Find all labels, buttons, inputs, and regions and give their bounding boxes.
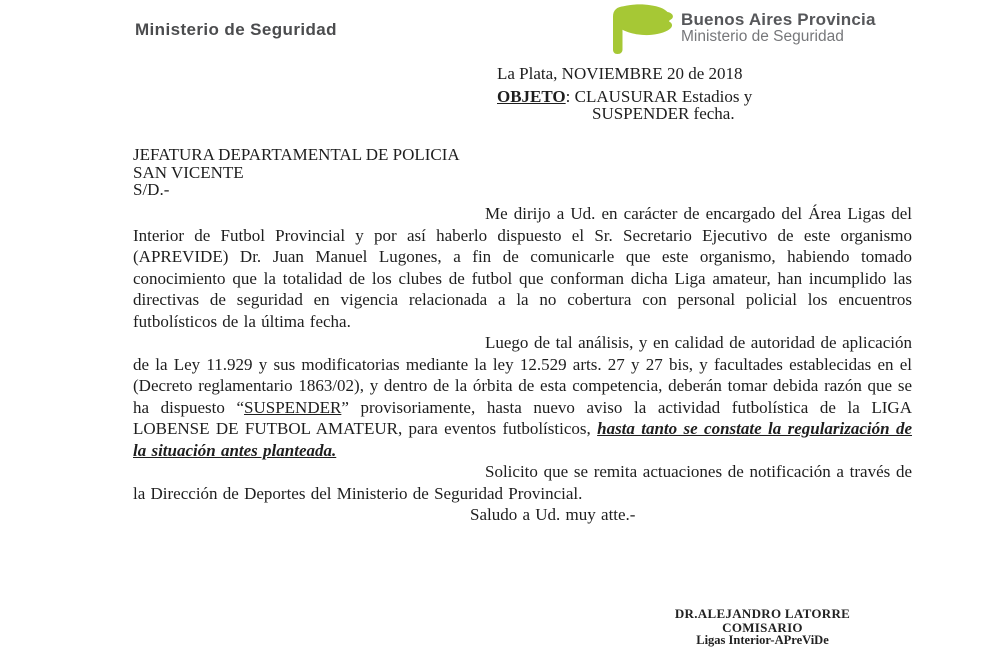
paragraph-2 <box>133 332 912 461</box>
letter-body <box>133 203 912 526</box>
subject-text: : CLAUSURAR Estadios y <box>565 87 753 106</box>
recipient-line-1: JEFATURA DEPARTAMENTAL DE POLICIA <box>133 145 460 164</box>
recipient-line-2: SAN VICENTE <box>133 162 244 182</box>
suspender-underlined: SUSPENDER <box>244 397 342 417</box>
province-flag-icon <box>607 3 677 54</box>
paragraph-3: Solicito que se remita actuaciones de notificación a través de la Dirección de Deportes del Ministerio de Seguridad Provincial. <box>133 462 912 503</box>
dateline: La Plata, NOVIEMBRE 20 de 2018 <box>497 64 743 83</box>
signature-title: COMISARIO <box>722 619 803 635</box>
recipient-line-3: S/D.- <box>133 180 170 199</box>
buenos-aires-provincia-logo <box>607 3 907 55</box>
paragraph-2-emphasis: hasta tanto se constate la regularización de la situación antes planteada. <box>133 419 912 460</box>
logo-text-block <box>681 11 876 45</box>
paragraph-2-text-cont: ” provisoriamente, hasta nuevo aviso la actividad futbolística de la LIGA LOBENSE DE FUTBOL AMATEUR, para eventos futbolísticos, <box>133 397 912 438</box>
paragraph-2-text: Luego de tal análisis, y en calidad de autoridad de aplicación de la Ley 11.929 y sus modificatorias mediante la ley 12.529 arts. 27 y 27 bis, y facultades establecidas en el (Decreto reglamentario 1863/02), y dentro de la órbita de esta competencia, deberán tomar debida razón que se ha dispuesto “ <box>133 333 912 417</box>
subject-line-2: SUSPENDER fecha. <box>592 104 735 123</box>
logo-subtitle-line: Ministerio de Seguridad <box>681 28 844 45</box>
ministry-header-title: Ministerio de Seguridad <box>135 20 337 39</box>
recipient-block <box>133 146 460 199</box>
signature-name: DR.ALEJANDRO LATORRE <box>674 606 851 621</box>
signature-org: Ligas Interior-APreViDe <box>696 633 829 647</box>
province-flag-shape <box>613 4 673 54</box>
logo-brand-line: Buenos Aires Provincia <box>681 10 876 29</box>
subject-label: OBJETO <box>497 87 566 106</box>
paragraph-1: Me dirijo a Ud. en carácter de encargado del Área Ligas del Interior de Futbol Provincial y por así haberlo dispuesto el Sr. Secretario Ejecutivo de este organismo (APREVIDE) Dr. Juan Manuel Lugones, a fin de comunicarle que este organismo, habiendo tomado conocimiento que la totalidad de los clubes de futbol que conforman dicha Liga amateur, han incumplido las directivas de seguridad en vigencia relacionada a la no cobertura con personal policial los encuentros futbolísticos de la última fecha. <box>133 204 912 331</box>
signature-block <box>640 607 885 647</box>
closing-line: Saludo a Ud. muy atte.- <box>470 505 636 524</box>
